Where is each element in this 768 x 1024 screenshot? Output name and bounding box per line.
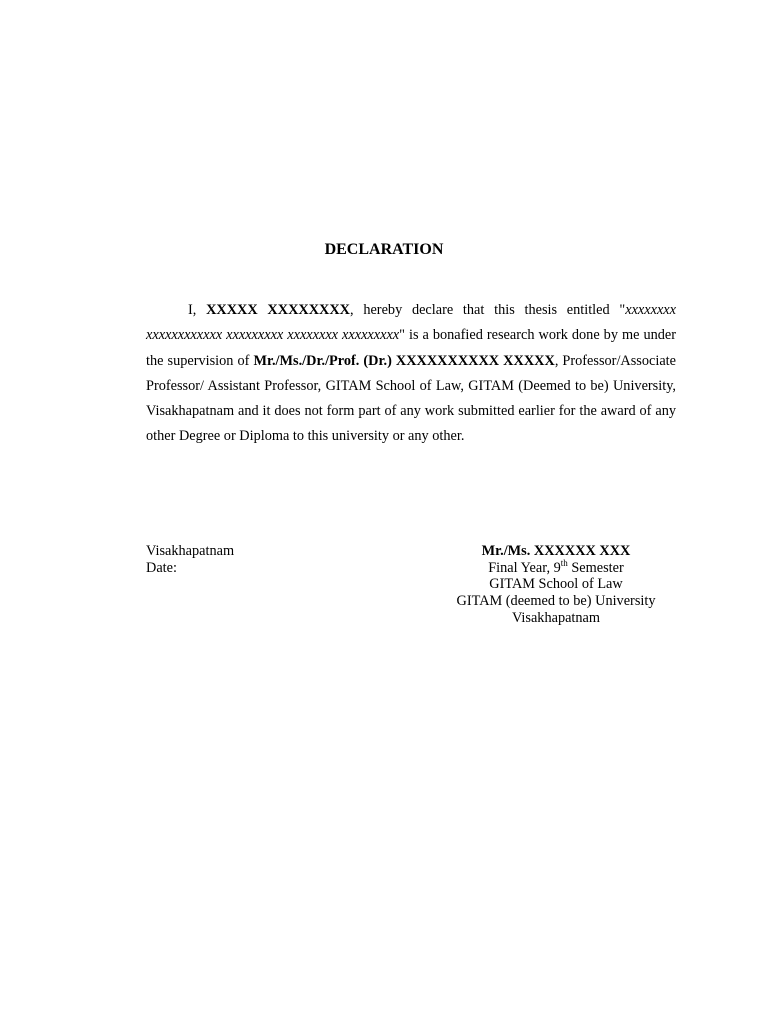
signatory-school: GITAM School of Law <box>489 576 623 593</box>
signatory-name: Mr./Ms. XXXXXX XXX <box>481 543 631 559</box>
declaration-paragraph <box>146 298 676 450</box>
declaration-prefix: I, <box>188 302 207 318</box>
year-superscript: th <box>560 557 568 568</box>
student-name: XXXXX XXXXXXXX <box>206 302 351 318</box>
place-label: Visakhapatnam <box>146 543 235 559</box>
declaration-text-3: , Professor/Associate Professor/ Assistant Professor, GITAM School of Law, GITAM (Deemed to be) University, Visakhapatnam and it does not form part of any work submitted earlier for the award of any other Degree or Diploma to this university or any other. <box>146 352 676 445</box>
place-date-block <box>146 543 234 576</box>
declaration-text-1: , hereby declare that this thesis entitled " <box>350 302 626 318</box>
signatory-university: GITAM (deemed to be) University <box>456 593 656 610</box>
declaration-text-2: " is a bonafied research work done by me under the supervision of <box>146 327 676 369</box>
page-title: DECLARATION <box>324 241 444 258</box>
signature-block <box>436 543 676 627</box>
date-label: Date: <box>146 559 177 576</box>
signatory-year <box>436 557 676 577</box>
signatory-city: Visakhapatnam <box>511 609 601 626</box>
year-suffix: Semester <box>567 559 624 576</box>
year-prefix: Final Year, 9 <box>488 559 561 576</box>
thesis-title: xxxxxxxx xxxxxxxxxxxx xxxxxxxxx xxxxxxxx xxxxxxxxx <box>146 302 676 344</box>
supervisor-name: Mr./Ms./Dr./Prof. (Dr.) XXXXXXXXXX XXXXX <box>253 352 555 369</box>
